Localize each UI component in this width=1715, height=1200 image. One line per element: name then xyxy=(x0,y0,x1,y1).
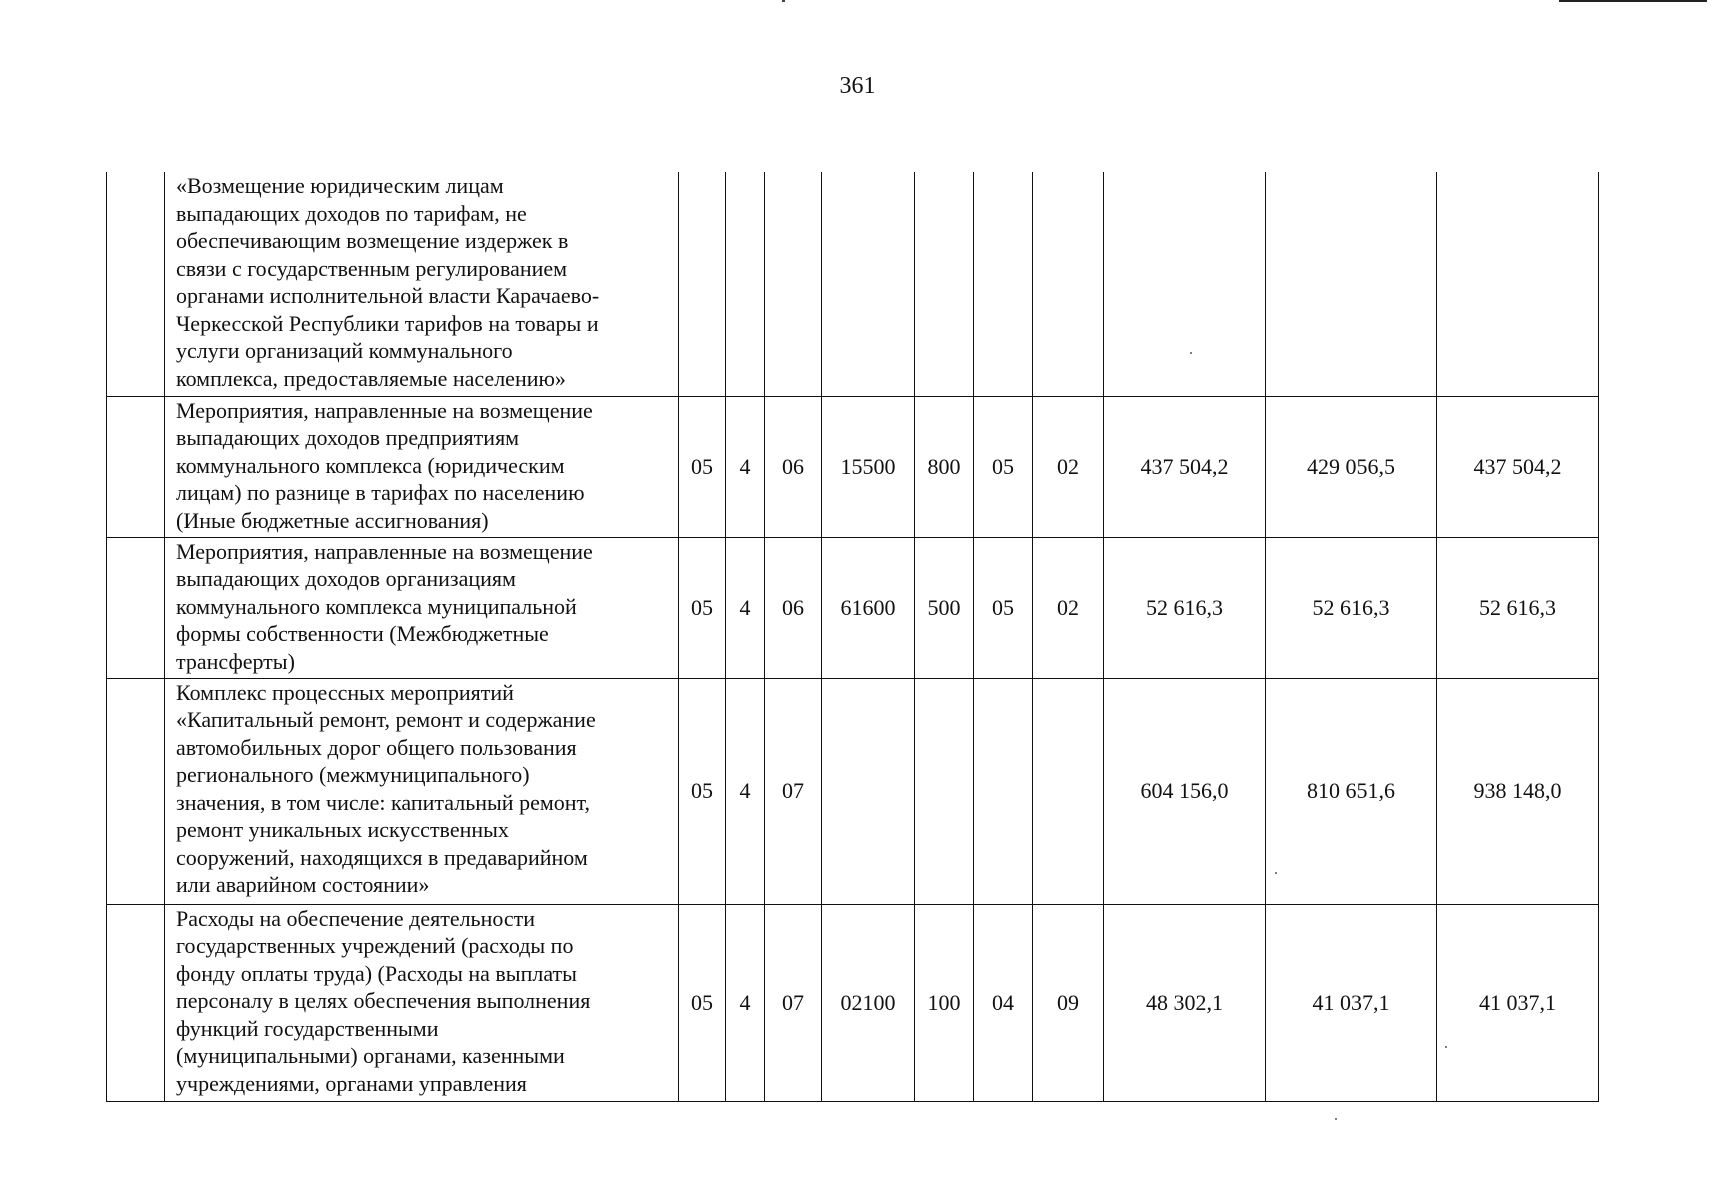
code-cell: 02100 xyxy=(822,904,915,1101)
code-cell: 05 xyxy=(974,396,1033,537)
amount-cell xyxy=(1437,172,1599,396)
amount-cell: 437 504,2 xyxy=(1437,396,1599,537)
code-cell: 4 xyxy=(726,904,765,1101)
description-cell: Расходы на обеспечение деятельности государственных учреждений (расходы по фонду оплаты труда) (Расходы на выплаты персоналу в целях обеспечения выполнения функций государственными (муниципальными) органами, казенными учреждениями, органами управления xyxy=(165,904,679,1101)
code-cell xyxy=(679,172,726,396)
amount-cell: 604 156,0 xyxy=(1104,678,1266,904)
index-cell xyxy=(107,904,165,1101)
code-cell: 04 xyxy=(974,904,1033,1101)
code-cell: 4 xyxy=(726,396,765,537)
amount-cell: 429 056,5 xyxy=(1266,396,1437,537)
description-cell: Мероприятия, направленные на возмещение выпадающих доходов предприятиям коммунального комплекса (юридическим лицам) по разнице в тарифах по населению (Иные бюджетные ассигнования) xyxy=(165,396,679,537)
table-row xyxy=(107,396,1599,537)
page-number: 361 xyxy=(839,73,876,99)
description-cell: Мероприятия, направленные на возмещение выпадающих доходов организациям коммунального комплекса муниципальной формы собственности (Межбюджетные трансферты) xyxy=(165,537,679,678)
code-cell xyxy=(822,172,915,396)
table-row xyxy=(107,172,1599,396)
amount-cell xyxy=(1104,172,1266,396)
code-cell: 05 xyxy=(974,537,1033,678)
code-cell: 02 xyxy=(1033,396,1104,537)
code-cell xyxy=(1033,678,1104,904)
amount-cell xyxy=(1266,172,1437,396)
table-row xyxy=(107,537,1599,678)
amount-cell: 938 148,0 xyxy=(1437,678,1599,904)
description-cell: Комплекс процессных мероприятий «Капитальный ремонт, ремонт и содержание автомобильных дорог общего пользования регионального (межмуниципального) значения, в том числе: капитальный ремонт, ремонт уникальных искусственных сооружений, находящихся в предаварийном или аварийном состоянии» xyxy=(165,678,679,904)
code-cell: 05 xyxy=(679,904,726,1101)
budget-table xyxy=(106,172,1599,1102)
code-cell xyxy=(822,678,915,904)
code-cell: 100 xyxy=(915,904,974,1101)
code-cell: 800 xyxy=(915,396,974,537)
amount-cell: 52 616,3 xyxy=(1437,537,1599,678)
description-cell: «Возмещение юридическим лицам выпадающих доходов по тарифам, не обеспечивающим возмещение издержек в связи с государственным регулированием органами исполнительной власти Карачаево- Черкесской Республики тарифов на товары и услуги организаций коммунального комплекса, предоставляемые населению» xyxy=(165,172,679,396)
code-cell xyxy=(765,172,822,396)
amount-cell: 41 037,1 xyxy=(1437,904,1599,1101)
amount-cell: 41 037,1 xyxy=(1266,904,1437,1101)
code-cell: 500 xyxy=(915,537,974,678)
code-cell: 02 xyxy=(1033,537,1104,678)
code-cell xyxy=(1033,172,1104,396)
code-cell: 05 xyxy=(679,537,726,678)
code-cell: 07 xyxy=(765,678,822,904)
code-cell xyxy=(915,172,974,396)
scan-edge-mark xyxy=(782,0,785,2)
amount-cell: 52 616,3 xyxy=(1104,537,1266,678)
code-cell: 06 xyxy=(765,396,822,537)
code-cell xyxy=(726,172,765,396)
code-cell: 61600 xyxy=(822,537,915,678)
amount-cell: 52 616,3 xyxy=(1266,537,1437,678)
index-cell xyxy=(107,678,165,904)
scan-edge-mark xyxy=(1559,0,1707,2)
code-cell: 09 xyxy=(1033,904,1104,1101)
code-cell: 4 xyxy=(726,537,765,678)
code-cell xyxy=(974,172,1033,396)
index-cell xyxy=(107,396,165,537)
amount-cell: 437 504,2 xyxy=(1104,396,1266,537)
code-cell: 05 xyxy=(679,396,726,537)
scan-speck xyxy=(1335,1118,1337,1120)
amount-cell: 810 651,6 xyxy=(1266,678,1437,904)
code-cell xyxy=(915,678,974,904)
table-row xyxy=(107,678,1599,904)
index-cell xyxy=(107,172,165,396)
index-cell xyxy=(107,537,165,678)
code-cell: 15500 xyxy=(822,396,915,537)
code-cell: 06 xyxy=(765,537,822,678)
code-cell xyxy=(974,678,1033,904)
code-cell: 05 xyxy=(679,678,726,904)
amount-cell: 48 302,1 xyxy=(1104,904,1266,1101)
table-row xyxy=(107,904,1599,1101)
code-cell: 4 xyxy=(726,678,765,904)
code-cell: 07 xyxy=(765,904,822,1101)
